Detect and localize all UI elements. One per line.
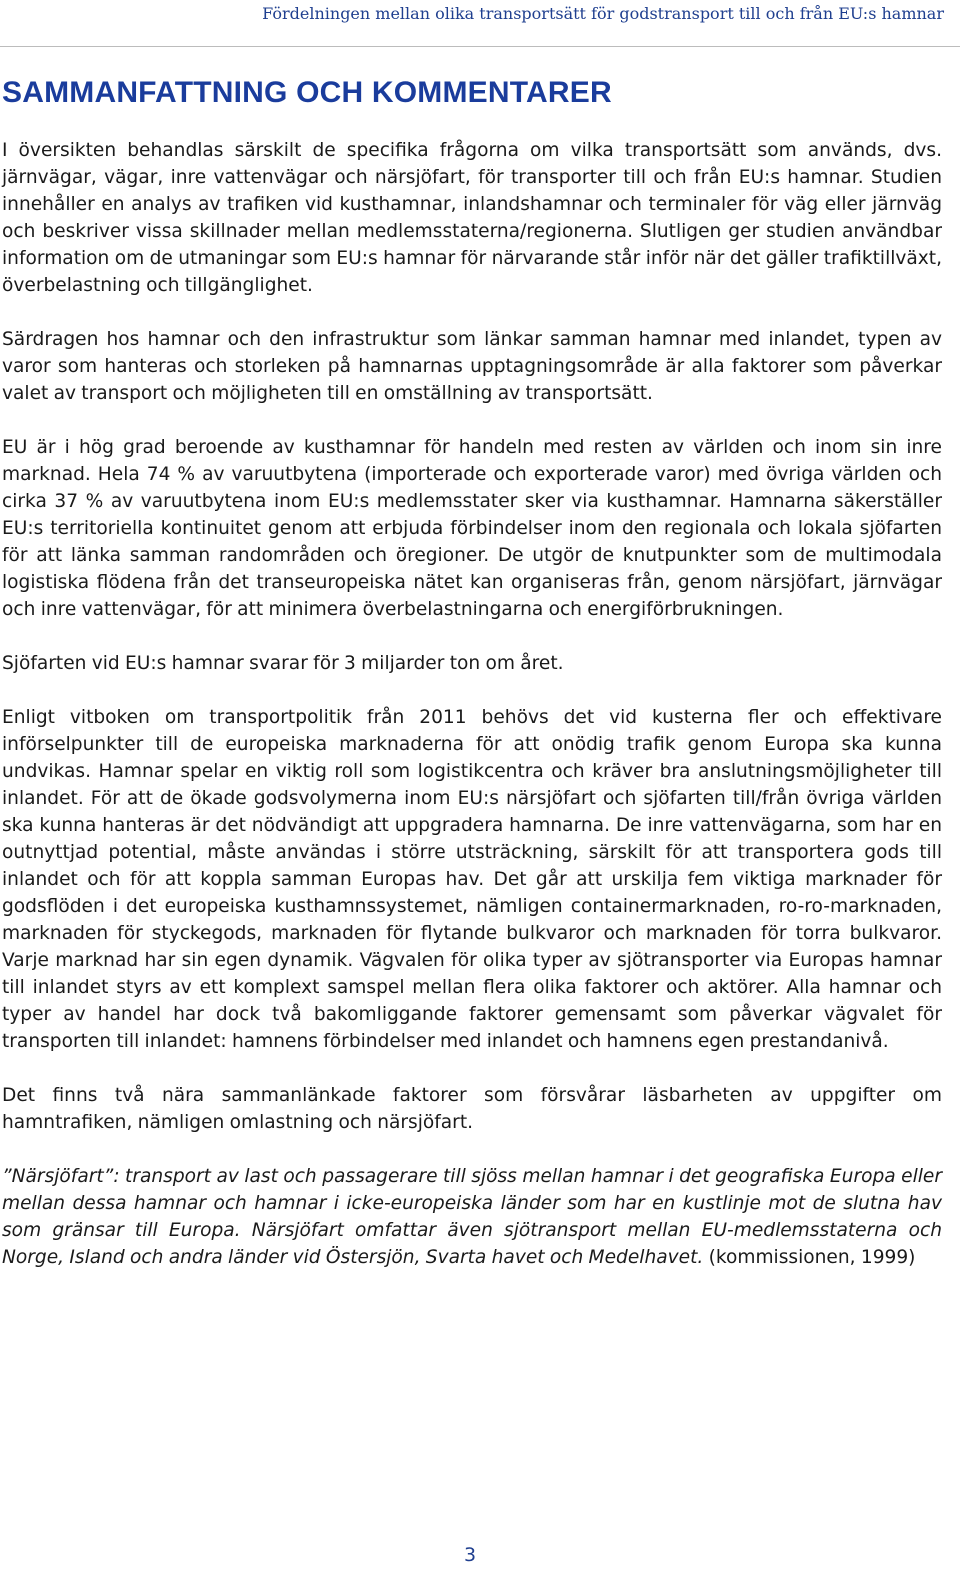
definition-italic-text: ”Närsjöfart”: transport av last och passagerare till sjöss mellan hamnar i det geografiska Europa eller mellan dessa hamnar och hamnar i icke-europeiska länder som har en kustlinje mot de slutna hav som gränsar till Europa. Närsjöfart omfattar även sjötransport mellan EU-medlemsstaterna och Norge, Island och andra länder vid Östersjön, Svarta havet och Medelhavet. bbox=[2, 1166, 942, 1268]
header-divider bbox=[0, 46, 960, 47]
paragraph-definition bbox=[2, 1163, 942, 1271]
paragraph-overview: I översikten behandlas särskilt de specifika frågorna om vilka transportsätt som används, dvs. järnvägar, vägar, inre vattenvägar och närsjöfart, för transporter till och från EU:s hamnar. Studien innehåller en analys av trafiken vid kusthamnar, inlandshamnar och terminaler för väg eller järnväg och beskriver vissa skillnader mellan medlemsstaterna/regionerna. Slutligen ger studien användbar information om de utmaningar som EU:s hamnar för närvarande står inför när det gäller trafiktillväxt, överbelastning och tillgänglighet. bbox=[2, 140, 942, 296]
running-header: Fördelningen mellan olika transportsätt för godstransport till och från EU:s hamnar bbox=[262, 4, 944, 23]
paragraph-white-paper: Enligt vitboken om transportpolitik från 2011 behövs det vid kusterna fler och effektivare införselpunkter till de europeiska marknaderna för att onödig trafik genom Europa ska kunna undvikas. Hamnar spelar en viktig roll som logistikcentra och kräver bra anslutningsmöjligheter till inlandet. För att de ökade godsvolymerna inom EU:s närsjöfart och sjöfarten till/från övriga världen ska kunna hanteras är det nödvändigt att uppgradera hamnarna. De inre vattenvägarna, som har en outnyttjad potential, måste användas i större utsträckning, särskilt för att transportera gods till inlandet och för att koppla samman Europas hav. Det går att urskilja fem viktiga marknader för godsflöden i det europeiska kusthamnssystemet, nämligen containermarknaden, ro-ro-marknaden, marknaden för styckegods, marknaden för flytande bulkvaror och marknaden för torra bulkvaror. Varje marknad har sin egen dynamik. Vägvalen för olika typer av sjötransporter via Europas hamnar till inlandet styrs av ett komplext samspel mellan flera olika faktorer och aktörer. Alla hamnar och typer av handel har dock två bakomliggande faktorer gemensamt som påverkar vägvalet för transporten till inlandet: hamnens förbindelser med inlandet och hamnens egen prestandanivå. bbox=[2, 707, 942, 1052]
page-title: SAMMANFATTNING OCH KOMMENTARER bbox=[2, 76, 612, 109]
definition-citation: (kommissionen, 1999) bbox=[703, 1247, 916, 1268]
paragraph-readability-factors: Det finns två nära sammanlänkade faktorer som försvårar läsbarheten av uppgifter om hamntrafiken, nämligen omlastning och närsjöfart. bbox=[2, 1085, 942, 1133]
body-text bbox=[2, 137, 942, 1298]
page-number: 3 bbox=[464, 1544, 477, 1566]
paragraph-eu-dependence: EU är i hög grad beroende av kusthamnar för handeln med resten av världen och inom sin inre marknad. Hela 74 % av varuutbytena (importerade och exporterade varor) med övriga världen och cirka 37 % av varuutbytena inom EU:s medlemsstater sker via kusthamnar. Hamnarna säkerställer EU:s territoriella kontinuitet genom att erbjuda förbindelser inom den regionala och lokala sjöfarten för att länka samman randområden och öregioner. De utgör de knutpunkter som de multimodala logistiska flödena från det transeuropeiska nätet kan organiseras från, genom närsjöfart, järnvägar och inre vattenvägar, för att minimera överbelastningarna och energiförbrukningen. bbox=[2, 437, 942, 620]
paragraph-shipping-volume: Sjöfarten vid EU:s hamnar svarar för 3 miljarder ton om året. bbox=[2, 653, 564, 674]
paragraph-port-characteristics: Särdragen hos hamnar och den infrastruktur som länkar samman hamnar med inlandet, typen av varor som hanteras och storleken på hamnarnas upptagningsområde är alla faktorer som påverkar valet av transport och möjligheten till en omställning av transportsätt. bbox=[2, 329, 942, 404]
